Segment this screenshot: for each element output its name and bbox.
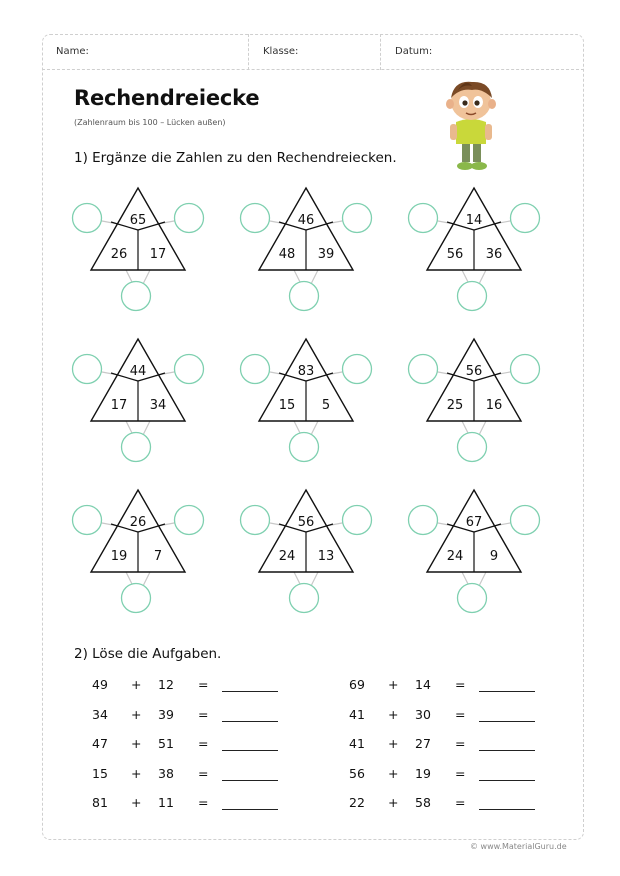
answer-circle-left[interactable]	[409, 506, 438, 535]
equation-operand-a: 41	[349, 736, 365, 751]
triangle-top-number: 56	[465, 364, 483, 379]
answer-blank[interactable]	[479, 809, 535, 810]
answer-circle-left[interactable]	[241, 355, 270, 384]
equation-equals: =	[455, 677, 466, 692]
equation-equals: =	[198, 706, 209, 722]
answer-circle-bottom[interactable]	[290, 584, 319, 613]
triangle-top-number: 65	[129, 213, 147, 228]
equation-operand-a: 56	[349, 765, 365, 781]
triangle-left-number: 17	[110, 398, 128, 413]
answer-blank[interactable]	[222, 691, 278, 692]
equation-operand-b: 14	[415, 677, 431, 692]
answer-circle-left[interactable]	[73, 204, 102, 233]
answer-circle-bottom[interactable]	[122, 584, 151, 613]
class-label: Klasse:	[263, 46, 299, 57]
answer-circle-bottom[interactable]	[122, 282, 151, 311]
equation-operator: +	[131, 795, 142, 810]
triangle-left-number: 56	[446, 247, 464, 262]
answer-circle-right[interactable]	[175, 204, 204, 233]
equation-operand-a: 34	[92, 706, 108, 722]
equation-operand-b: 11	[158, 795, 174, 810]
name-label: Name:	[56, 46, 89, 57]
footer-copyright: © www.MaterialGuru.de	[470, 842, 567, 851]
section2-instruction: 2) Löse die Aufgaben.	[74, 646, 222, 662]
equation-operand-a: 15	[92, 765, 108, 781]
triangle-left-number: 24	[446, 549, 464, 564]
equation-equals: =	[198, 795, 209, 810]
answer-blank[interactable]	[222, 750, 278, 751]
triangle-top-number: 67	[465, 515, 483, 530]
answer-circle-left[interactable]	[241, 204, 270, 233]
answer-blank[interactable]	[222, 721, 278, 722]
equation-equals: =	[198, 736, 209, 751]
triangle-top-number: 83	[297, 364, 315, 379]
triangle-top-number: 44	[129, 364, 147, 379]
equation-operand-b: 12	[158, 677, 174, 692]
answer-circle-left[interactable]	[73, 506, 102, 535]
triangle-left-number: 26	[110, 247, 128, 262]
triangle-top-number: 56	[297, 515, 315, 530]
answer-circle-bottom[interactable]	[458, 584, 487, 613]
equation-operand-a: 69	[349, 677, 365, 692]
triangle-right-number: 16	[485, 398, 503, 413]
answer-circle-right[interactable]	[175, 506, 204, 535]
triangle-right-number: 34	[149, 398, 167, 413]
triangle-right-number: 7	[153, 549, 163, 564]
equation-equals: =	[455, 736, 466, 751]
equation-operand-a: 22	[349, 795, 365, 810]
equation-operator: +	[388, 795, 399, 810]
page-title: Rechendreiecke	[74, 86, 260, 110]
date-label: Datum:	[395, 46, 433, 57]
equation-operator: +	[131, 765, 142, 781]
answer-circle-left[interactable]	[409, 204, 438, 233]
equation-equals: =	[455, 706, 466, 722]
equation-operand-a: 49	[92, 677, 108, 692]
answer-circle-bottom[interactable]	[122, 433, 151, 462]
triangle-right-number: 17	[149, 247, 167, 262]
answer-blank[interactable]	[479, 721, 535, 722]
answer-circle-left[interactable]	[409, 355, 438, 384]
answer-circle-right[interactable]	[343, 355, 372, 384]
triangle-top-number: 26	[129, 515, 147, 530]
triangle-left-number: 48	[278, 247, 296, 262]
triangle-right-number: 13	[317, 549, 335, 564]
equation-equals: =	[455, 765, 466, 781]
equation-operator: +	[388, 706, 399, 722]
equation-operator: +	[388, 736, 399, 751]
triangle-left-number: 15	[278, 398, 296, 413]
answer-circle-bottom[interactable]	[290, 282, 319, 311]
equation-operand-a: 41	[349, 706, 365, 722]
answer-circle-right[interactable]	[343, 506, 372, 535]
answer-circle-right[interactable]	[175, 355, 204, 384]
triangle-right-number: 9	[489, 549, 499, 564]
answer-circle-left[interactable]	[73, 355, 102, 384]
page-subtitle: (Zahlenraum bis 100 – Lücken außen)	[74, 118, 226, 127]
equation-operator: +	[131, 736, 142, 751]
answer-blank[interactable]	[222, 809, 278, 810]
equation-operand-b: 58	[415, 795, 431, 810]
equation-operand-b: 38	[158, 765, 174, 781]
answer-blank[interactable]	[479, 780, 535, 781]
answer-circle-bottom[interactable]	[290, 433, 319, 462]
triangle-left-number: 25	[446, 398, 464, 413]
equation-operand-b: 51	[158, 736, 174, 751]
equation-operand-b: 19	[415, 765, 431, 781]
triangle-left-number: 24	[278, 549, 296, 564]
equation-operand-a: 47	[92, 736, 108, 751]
answer-circle-bottom[interactable]	[458, 433, 487, 462]
equation-operand-b: 30	[415, 706, 431, 722]
equation-operator: +	[131, 706, 142, 722]
answer-circle-right[interactable]	[511, 506, 540, 535]
equation-operand-a: 81	[92, 795, 108, 810]
answer-blank[interactable]	[479, 691, 535, 692]
answer-circle-bottom[interactable]	[458, 282, 487, 311]
equation-equals: =	[198, 677, 209, 692]
triangle-right-number: 36	[485, 247, 503, 262]
triangle-top-number: 46	[297, 213, 315, 228]
equation-equals: =	[455, 795, 466, 810]
section1-instruction: 1) Ergänze die Zahlen zu den Rechendreiecken.	[74, 150, 397, 166]
triangle-left-number: 19	[110, 549, 128, 564]
answer-blank[interactable]	[479, 750, 535, 751]
equation-operator: +	[388, 677, 399, 692]
equation-operand-b: 27	[415, 736, 431, 751]
answer-circle-right[interactable]	[343, 204, 372, 233]
answer-circle-right[interactable]	[511, 204, 540, 233]
equation-operand-b: 39	[158, 706, 174, 722]
answer-blank[interactable]	[222, 780, 278, 781]
equation-operator: +	[131, 677, 142, 692]
triangle-right-number: 39	[317, 247, 335, 262]
equation-equals: =	[198, 765, 209, 781]
triangle-top-number: 14	[465, 213, 483, 228]
triangle-right-number: 5	[321, 398, 331, 413]
answer-circle-left[interactable]	[241, 506, 270, 535]
answer-circle-right[interactable]	[511, 355, 540, 384]
equation-operator: +	[388, 765, 399, 781]
